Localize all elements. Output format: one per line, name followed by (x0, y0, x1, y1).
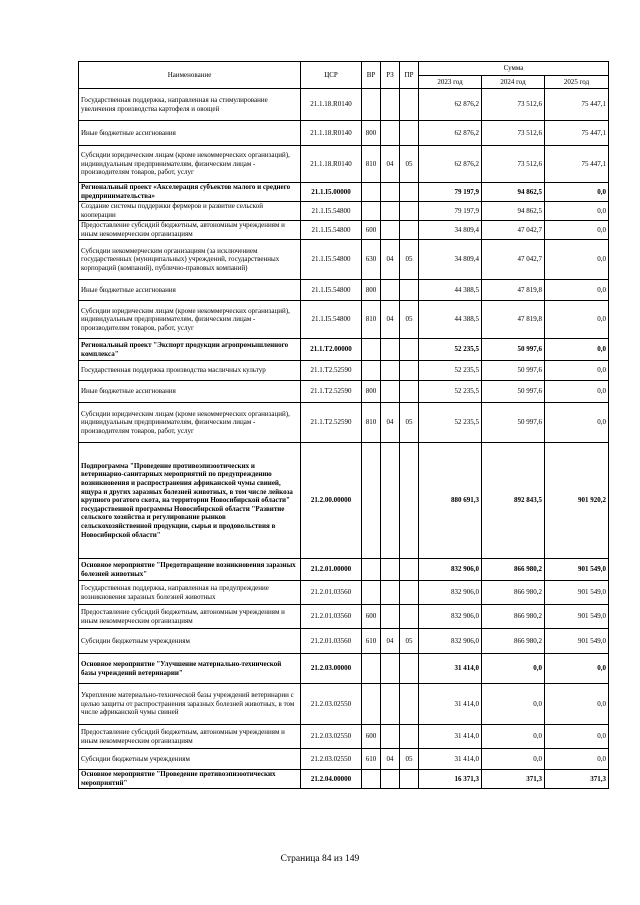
header-pr: ПР (400, 62, 419, 89)
cell-sum-2024: 0,0 (482, 654, 545, 684)
table-row (79, 629, 609, 654)
cell-sum-2025: 0,0 (545, 381, 609, 403)
cell-rz (381, 121, 400, 146)
cell-sum-2023: 34 809,4 (419, 240, 482, 280)
cell-vr (362, 443, 381, 559)
cell-pr (400, 202, 419, 221)
table-row (79, 183, 609, 202)
cell-sum-2023: 16 371,3 (419, 770, 482, 789)
table-row (79, 581, 609, 605)
cell-pr (400, 684, 419, 725)
cell-sum-2023: 31 414,0 (419, 684, 482, 725)
cell-vr: 610 (362, 629, 381, 654)
cell-vr: 810 (362, 403, 381, 443)
cell-pr (400, 581, 419, 605)
table-row (79, 301, 609, 339)
cell-name: Предоставление субсидий бюджетным, автономным учреждениям и иным некоммерческим организациям (79, 221, 301, 240)
cell-sum-2024: 50 997,6 (482, 403, 545, 443)
cell-pr: 05 (400, 629, 419, 654)
cell-name: Создание системы поддержки фермеров и развитие сельской кооперации (79, 202, 301, 221)
cell-sum-2025: 0,0 (545, 183, 609, 202)
cell-sum-2023: 880 691,3 (419, 443, 482, 559)
cell-name: Государственная поддержка, направленная на предупреждение возникновения заразных болезней животных (79, 581, 301, 605)
cell-sum-2025: 901 549,0 (545, 629, 609, 654)
cell-rz (381, 605, 400, 629)
cell-vr (362, 339, 381, 361)
table-row (79, 403, 609, 443)
header-year-2024: 2024 год (482, 76, 545, 89)
cell-pr (400, 559, 419, 581)
cell-pr: 05 (400, 749, 419, 770)
cell-name: Основное мероприятие "Предотвращение возникновения заразных болезней животных" (79, 559, 301, 581)
cell-rz: 04 (381, 749, 400, 770)
cell-name: Укрепление материально-технической базы учреждений ветеринарии с целью защиты от распространения заразных болезней животных, в том числе африканской чумы свиней (79, 684, 301, 725)
cell-csr: 21.1.I5.54800 (301, 301, 362, 339)
cell-vr (362, 361, 381, 381)
cell-sum-2024: 73 512,6 (482, 89, 545, 121)
cell-csr: 21.2.03.02550 (301, 684, 362, 725)
cell-sum-2024: 0,0 (482, 684, 545, 725)
cell-csr: 21.1.18.R0140 (301, 89, 362, 121)
cell-name: Субсидии бюджетным учреждениям (79, 749, 301, 770)
cell-name: Иные бюджетные ассигнования (79, 121, 301, 146)
cell-vr: 800 (362, 280, 381, 301)
cell-csr: 21.2.01.03560 (301, 605, 362, 629)
table-row (79, 684, 609, 725)
cell-csr: 21.1.I5.54800 (301, 280, 362, 301)
cell-sum-2025: 0,0 (545, 202, 609, 221)
cell-rz (381, 684, 400, 725)
table-row (79, 89, 609, 121)
cell-name: Региональный проект «Акселерация субъектов малого и среднего предпринимательства» (79, 183, 301, 202)
table-row (79, 202, 609, 221)
cell-vr (362, 559, 381, 581)
cell-sum-2025: 901 549,0 (545, 605, 609, 629)
cell-csr: 21.2.03.02550 (301, 725, 362, 749)
cell-sum-2025: 0,0 (545, 654, 609, 684)
cell-rz (381, 183, 400, 202)
cell-vr: 600 (362, 221, 381, 240)
cell-sum-2024: 50 997,6 (482, 339, 545, 361)
cell-pr (400, 89, 419, 121)
cell-sum-2023: 31 414,0 (419, 749, 482, 770)
cell-csr: 21.2.03.02550 (301, 749, 362, 770)
cell-sum-2023: 62 876,2 (419, 89, 482, 121)
cell-pr (400, 121, 419, 146)
cell-name: Предоставление субсидий бюджетным, автономным учреждениям и иным некоммерческим организациям (79, 725, 301, 749)
cell-rz (381, 381, 400, 403)
cell-vr (362, 202, 381, 221)
cell-pr (400, 339, 419, 361)
budget-table (78, 61, 609, 789)
cell-sum-2023: 832 906,0 (419, 581, 482, 605)
cell-sum-2024: 866 980,2 (482, 629, 545, 654)
cell-name: Субсидии юридическим лицам (кроме некоммерческих организаций), индивидуальным предпринимателям, физическим лицам - производителям товаров, работ, услуг (79, 403, 301, 443)
cell-sum-2025: 901 549,0 (545, 581, 609, 605)
cell-rz: 04 (381, 301, 400, 339)
cell-sum-2023: 52 235,5 (419, 339, 482, 361)
cell-csr: 21.2.03.00000 (301, 654, 362, 684)
cell-csr: 21.1.I5.54800 (301, 221, 362, 240)
cell-vr: 600 (362, 725, 381, 749)
cell-rz (381, 559, 400, 581)
cell-sum-2023: 31 414,0 (419, 654, 482, 684)
cell-vr: 800 (362, 381, 381, 403)
table-row (79, 146, 609, 183)
header-name: Наименование (79, 62, 301, 89)
cell-csr: 21.1.18.R0140 (301, 146, 362, 183)
cell-vr (362, 581, 381, 605)
cell-pr: 05 (400, 301, 419, 339)
cell-csr: 21.1.T2.52590 (301, 361, 362, 381)
cell-pr (400, 443, 419, 559)
cell-sum-2024: 47 819,8 (482, 280, 545, 301)
cell-csr: 21.1.T2.52590 (301, 403, 362, 443)
cell-rz (381, 280, 400, 301)
cell-sum-2023: 52 235,5 (419, 381, 482, 403)
cell-name: Подпрограмма "Проведение противоэпизоотических и ветеринарно-санитарных мероприятий по предупреждению возникновения и распространения африканской чумы свиней, ящура и других заразных болезней животных, в том числе лейкоза крупного рогатого скота, на территории Новосибирской области" государственной программы Новосибирской области "Развитие сельского хозяйства и регулирование рынков сельскохозяйственной продукции, сырья и продовольствия в Новосибирской области" (79, 443, 301, 559)
table-row (79, 654, 609, 684)
cell-sum-2024: 50 997,6 (482, 361, 545, 381)
cell-vr (362, 684, 381, 725)
cell-sum-2025: 75 447,1 (545, 146, 609, 183)
table-row (79, 559, 609, 581)
cell-sum-2024: 47 819,8 (482, 301, 545, 339)
cell-csr: 21.1.I5.54800 (301, 240, 362, 280)
header-rz: РЗ (381, 62, 400, 89)
cell-rz: 04 (381, 146, 400, 183)
cell-sum-2024: 892 843,5 (482, 443, 545, 559)
cell-sum-2024: 0,0 (482, 749, 545, 770)
page-number: Страница 84 из 149 (280, 854, 360, 864)
cell-pr (400, 770, 419, 789)
cell-sum-2025: 0,0 (545, 403, 609, 443)
cell-sum-2023: 62 876,2 (419, 146, 482, 183)
header-sum: Сумма (419, 62, 609, 76)
header-year-2023: 2023 год (419, 76, 482, 89)
cell-sum-2023: 79 197,9 (419, 202, 482, 221)
cell-rz (381, 339, 400, 361)
cell-sum-2023: 832 906,0 (419, 559, 482, 581)
cell-name: Государственная поддержка производства масличных культур (79, 361, 301, 381)
cell-pr (400, 361, 419, 381)
cell-rz (381, 770, 400, 789)
cell-sum-2024: 94 862,5 (482, 183, 545, 202)
cell-sum-2025: 75 447,1 (545, 121, 609, 146)
cell-vr: 810 (362, 301, 381, 339)
cell-vr: 610 (362, 749, 381, 770)
cell-rz (381, 654, 400, 684)
cell-rz: 04 (381, 240, 400, 280)
cell-sum-2023: 62 876,2 (419, 121, 482, 146)
table-row (79, 361, 609, 381)
cell-rz (381, 581, 400, 605)
cell-name: Основное мероприятие "Улучшение материально-технической базы учреждений ветеринарии" (79, 654, 301, 684)
cell-sum-2023: 44 388,5 (419, 301, 482, 339)
header-year-2025: 2025 год (545, 76, 609, 89)
table-row (79, 121, 609, 146)
cell-vr (362, 654, 381, 684)
cell-name: Субсидии некоммерческим организациям (за исключением государственных (муниципальных) учреждений, государственных корпораций (компаний), публично-правовых компаний) (79, 240, 301, 280)
cell-pr: 05 (400, 146, 419, 183)
table-row (79, 339, 609, 361)
cell-sum-2024: 94 862,5 (482, 202, 545, 221)
cell-rz (381, 443, 400, 559)
cell-pr: 05 (400, 240, 419, 280)
cell-sum-2025: 75 447,1 (545, 89, 609, 121)
cell-rz (381, 89, 400, 121)
cell-sum-2023: 52 235,5 (419, 403, 482, 443)
cell-sum-2023: 44 388,5 (419, 280, 482, 301)
cell-rz (381, 725, 400, 749)
cell-name: Субсидии юридическим лицам (кроме некоммерческих организаций), индивидуальным предпринимателям, физическим лицам - производителям товаров, работ, услуг (79, 301, 301, 339)
cell-rz (381, 202, 400, 221)
cell-sum-2023: 52 235,5 (419, 361, 482, 381)
cell-csr: 21.2.01.00000 (301, 559, 362, 581)
cell-sum-2024: 866 980,2 (482, 581, 545, 605)
cell-sum-2025: 901 549,0 (545, 559, 609, 581)
cell-name: Субсидии юридическим лицам (кроме некоммерческих организаций), индивидуальным предпринимателям, физическим лицам - производителям товаров, работ, услуг (79, 146, 301, 183)
cell-pr (400, 221, 419, 240)
cell-rz: 04 (381, 403, 400, 443)
cell-vr (362, 183, 381, 202)
cell-sum-2024: 47 042,7 (482, 221, 545, 240)
cell-pr (400, 605, 419, 629)
cell-sum-2024: 371,3 (482, 770, 545, 789)
cell-csr: 21.2.01.03560 (301, 629, 362, 654)
cell-vr: 800 (362, 121, 381, 146)
cell-pr (400, 725, 419, 749)
table-row (79, 381, 609, 403)
table-row (79, 749, 609, 770)
cell-sum-2024: 47 042,7 (482, 240, 545, 280)
cell-sum-2024: 73 512,6 (482, 121, 545, 146)
cell-sum-2024: 0,0 (482, 725, 545, 749)
table-row (79, 443, 609, 559)
cell-vr: 600 (362, 605, 381, 629)
cell-pr (400, 381, 419, 403)
cell-sum-2025: 0,0 (545, 361, 609, 381)
table-row (79, 280, 609, 301)
cell-name: Предоставление субсидий бюджетным, автономным учреждениям и иным некоммерческим организациям (79, 605, 301, 629)
cell-sum-2024: 866 980,2 (482, 605, 545, 629)
cell-csr: 21.1.T2.00000 (301, 339, 362, 361)
table-row (79, 240, 609, 280)
cell-name: Иные бюджетные ассигнования (79, 280, 301, 301)
cell-sum-2023: 34 809,4 (419, 221, 482, 240)
cell-sum-2025: 0,0 (545, 684, 609, 725)
cell-sum-2024: 50 997,6 (482, 381, 545, 403)
table-row (79, 770, 609, 789)
cell-csr: 21.1.I5.00000 (301, 183, 362, 202)
cell-sum-2024: 73 512,6 (482, 146, 545, 183)
header-vr: ВР (362, 62, 381, 89)
cell-name: Региональный проект "Экспорт продукции агропромышленного комплекса" (79, 339, 301, 361)
cell-name: Основное мероприятие "Проведение противоэпизоотических мероприятий" (79, 770, 301, 789)
cell-sum-2023: 31 414,0 (419, 725, 482, 749)
cell-rz (381, 221, 400, 240)
cell-sum-2025: 0,0 (545, 339, 609, 361)
cell-pr: 05 (400, 403, 419, 443)
cell-pr (400, 654, 419, 684)
cell-sum-2024: 866 980,2 (482, 559, 545, 581)
cell-csr: 21.2.01.03560 (301, 581, 362, 605)
cell-vr: 630 (362, 240, 381, 280)
cell-csr: 21.1.18.R0140 (301, 121, 362, 146)
cell-rz: 04 (381, 629, 400, 654)
cell-pr (400, 280, 419, 301)
cell-sum-2025: 0,0 (545, 240, 609, 280)
cell-vr (362, 89, 381, 121)
cell-sum-2023: 79 197,9 (419, 183, 482, 202)
cell-vr (362, 770, 381, 789)
cell-sum-2025: 0,0 (545, 749, 609, 770)
cell-sum-2023: 832 906,0 (419, 605, 482, 629)
cell-sum-2025: 0,0 (545, 725, 609, 749)
cell-sum-2025: 0,0 (545, 301, 609, 339)
table-row (79, 725, 609, 749)
cell-name: Иные бюджетные ассигнования (79, 381, 301, 403)
cell-csr: 21.1.T2.52590 (301, 381, 362, 403)
cell-name: Субсидии бюджетным учреждениям (79, 629, 301, 654)
cell-sum-2025: 371,3 (545, 770, 609, 789)
cell-sum-2025: 0,0 (545, 280, 609, 301)
cell-pr (400, 183, 419, 202)
cell-sum-2023: 832 906,0 (419, 629, 482, 654)
table-body (79, 89, 609, 789)
cell-csr: 21.2.04.00000 (301, 770, 362, 789)
header-csr: ЦСР (301, 62, 362, 89)
table-row (79, 605, 609, 629)
cell-sum-2025: 0,0 (545, 221, 609, 240)
cell-rz (381, 361, 400, 381)
cell-csr: 21.2.00.00000 (301, 443, 362, 559)
cell-vr: 810 (362, 146, 381, 183)
cell-name: Государственная поддержка, направленная на стимулирование увеличения производства картофеля и овощей (79, 89, 301, 121)
cell-sum-2025: 901 920,2 (545, 443, 609, 559)
table-row (79, 221, 609, 240)
cell-csr: 21.1.I5.54800 (301, 202, 362, 221)
